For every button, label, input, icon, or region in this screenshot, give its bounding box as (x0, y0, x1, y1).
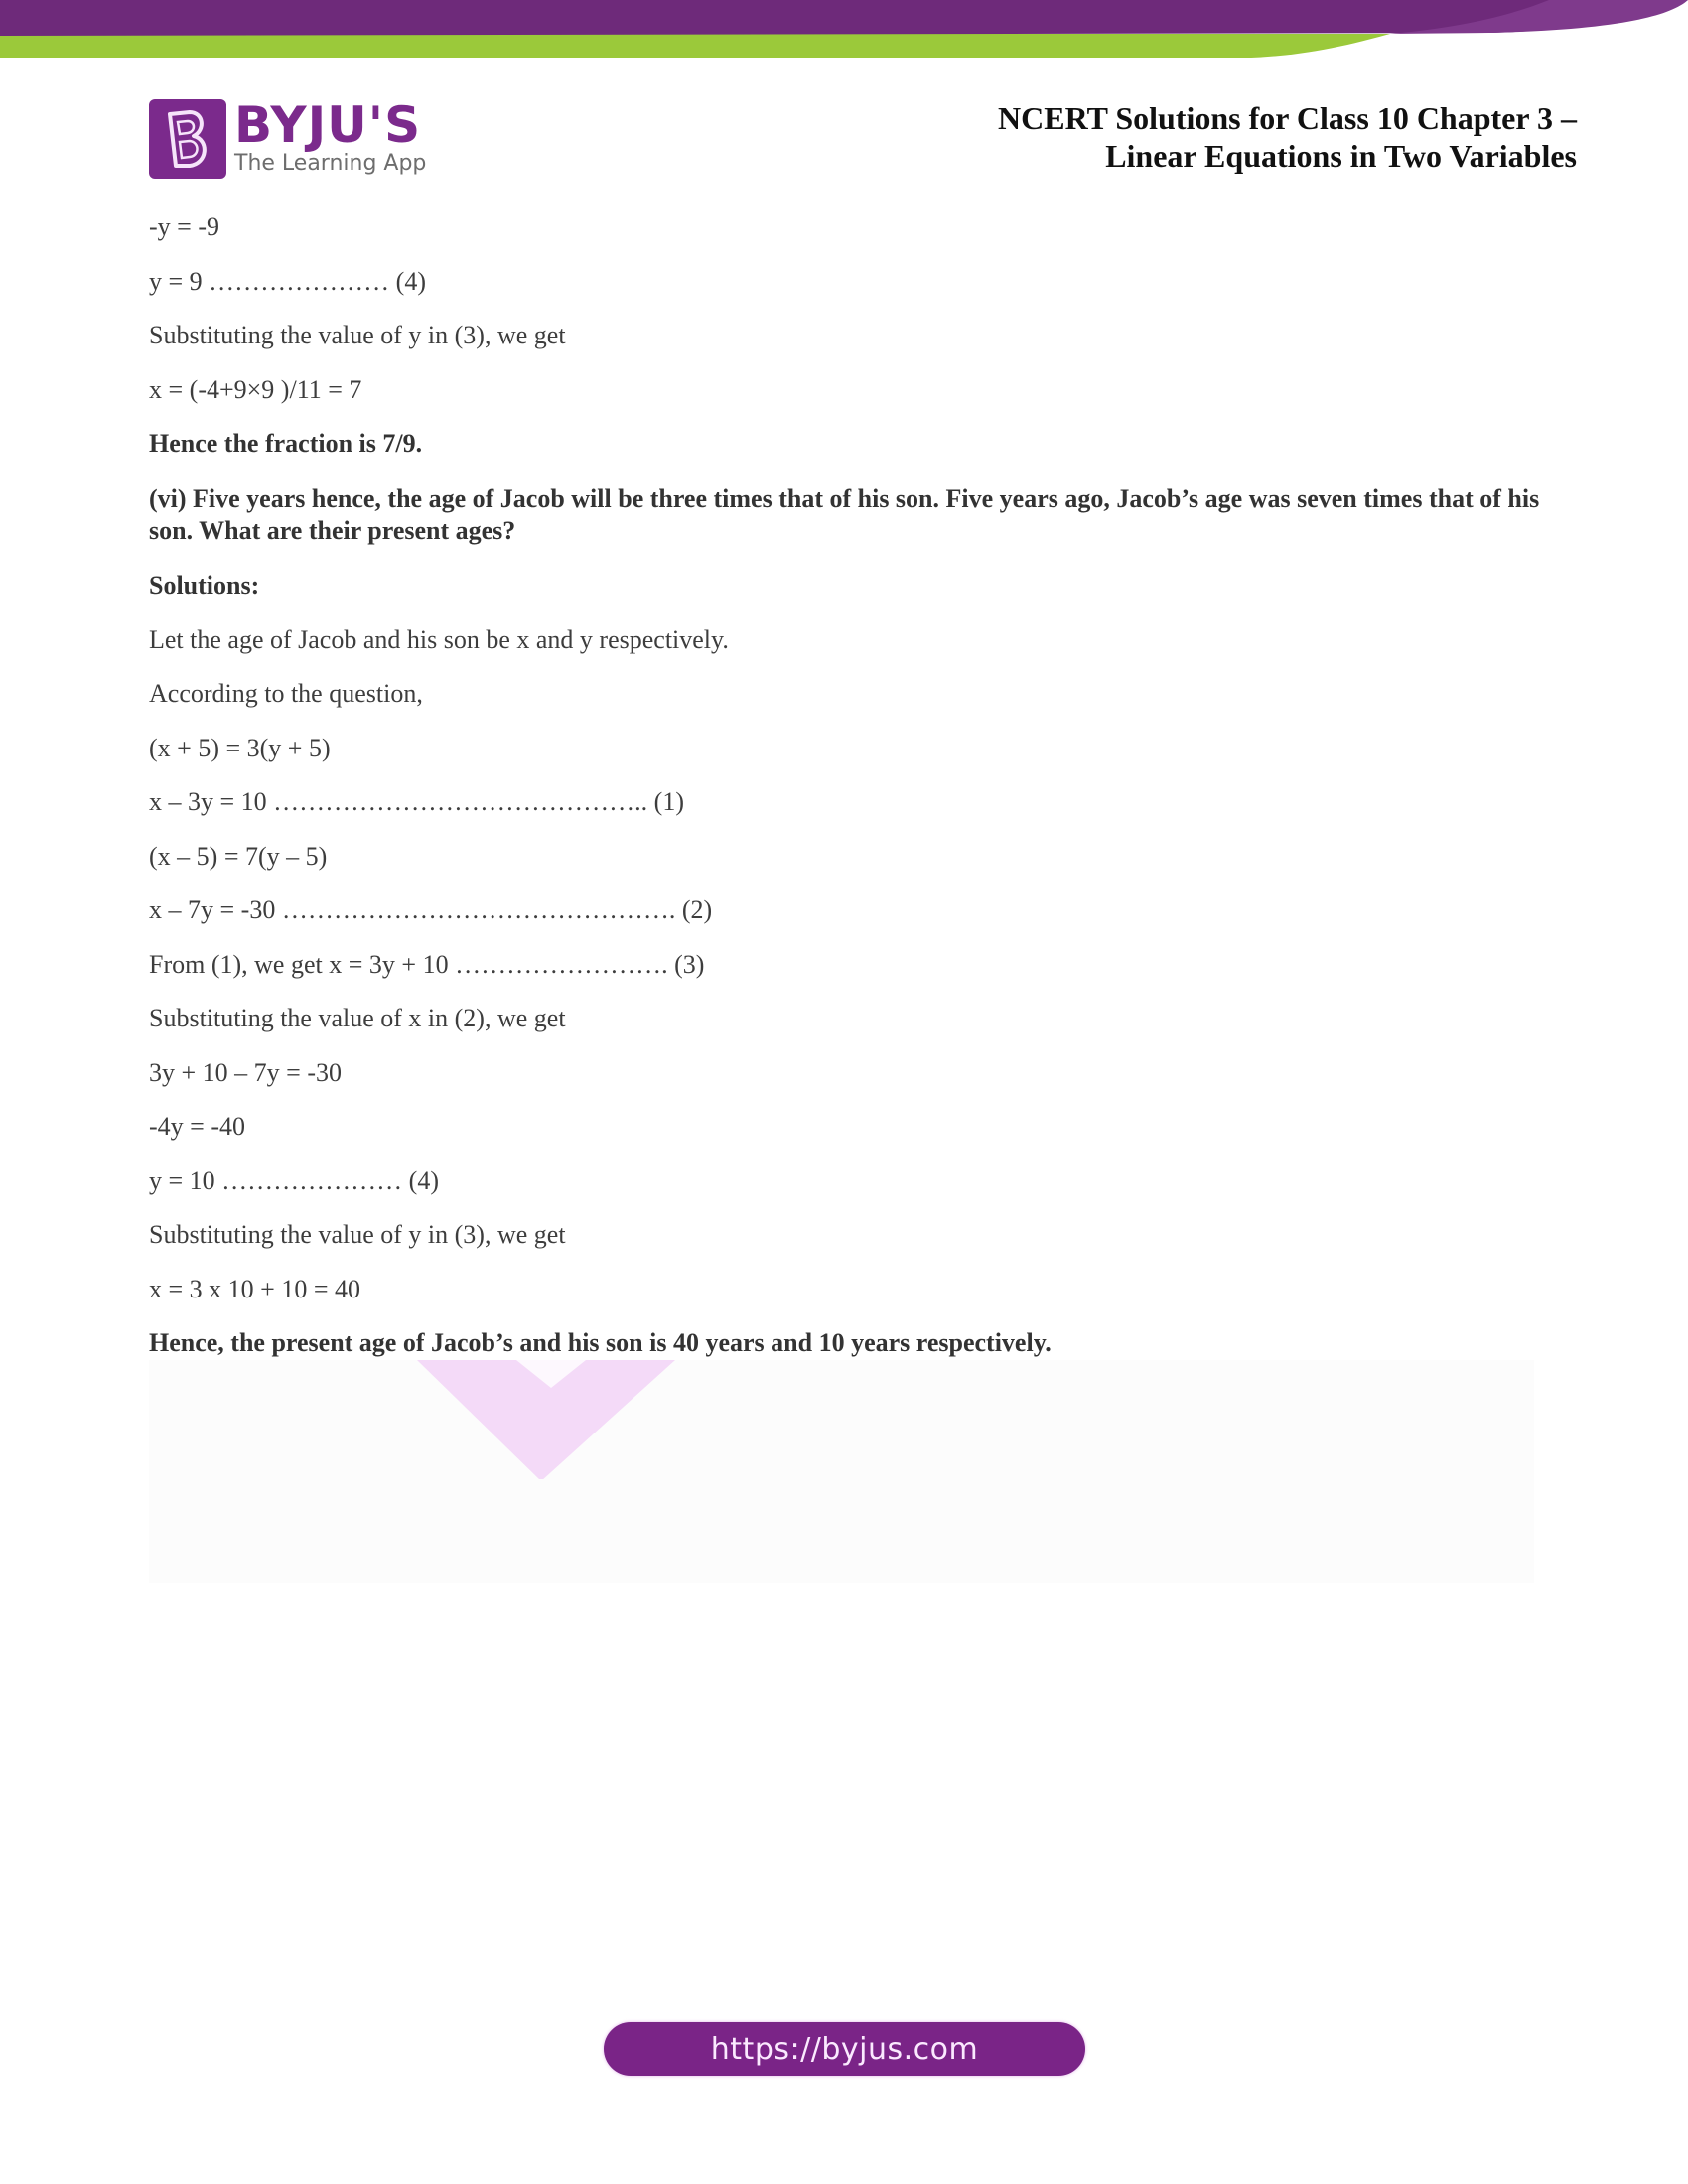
document-title-line-2: Linear Equations in Two Variables (1105, 138, 1577, 174)
answer-line: Hence, the present age of Jacob’s and his son is 40 years and 10 years respectively. (149, 1328, 1052, 1357)
logo-tagline: The Learning App (234, 151, 427, 176)
logo-brand-text: BYJU'S (234, 96, 422, 154)
math-line: x = 3 x 10 + 10 = 40 (149, 1274, 360, 1303)
solution-content (149, 212, 1549, 1383)
header-banner (0, 0, 1688, 69)
math-line: 3y + 10 – 7y = -30 (149, 1057, 342, 1087)
math-line: (x + 5) = 3(y + 5) (149, 733, 331, 762)
math-line: y = 9 ………………… (4) (149, 266, 426, 296)
math-line: -y = -9 (149, 212, 219, 241)
math-line: x = (-4+9×9 )/11 = 7 (149, 374, 362, 404)
math-line: Substituting the value of y in (3), we get (149, 1220, 566, 1249)
math-line: x – 3y = 10 …………………………………….. (1) (149, 787, 684, 816)
document-title-line-1: NCERT Solutions for Class 10 Chapter 3 – (998, 100, 1577, 136)
footer-link-button[interactable] (604, 2022, 1085, 2076)
byjus-b-logo-icon (149, 99, 226, 179)
math-line: Substituting the value of x in (2), we get (149, 1004, 566, 1032)
math-line: Let the age of Jacob and his son be x and y respectively. (149, 624, 729, 654)
math-line: -4y = -40 (149, 1112, 245, 1141)
question-text: (vi) Five years hence, the age of Jacob will be three times that of his son. Five years ago, Jacob’s age was seven times that of his son. What are their present ages? (149, 483, 1546, 545)
math-line: (x – 5) = 7(y – 5) (149, 841, 328, 871)
byjus-website-link[interactable]: https://byjus.com (710, 2031, 979, 2067)
math-line: Substituting the value of y in (3), we get (149, 321, 566, 349)
document-title (998, 99, 1577, 175)
answer-line: Hence the fraction is 7/9. (149, 429, 423, 458)
math-line: y = 10 ………………… (4) (149, 1165, 439, 1195)
byjus-logo (149, 97, 437, 181)
solutions-heading: Solutions: (149, 571, 260, 600)
watermark-background (149, 1360, 1534, 1583)
math-line: x – 7y = -30 ………………………………………. (2) (149, 895, 713, 924)
math-line: From (1), we get x = 3y + 10 ……………………. (3) (149, 949, 705, 979)
math-line: According to the question, (149, 679, 423, 708)
